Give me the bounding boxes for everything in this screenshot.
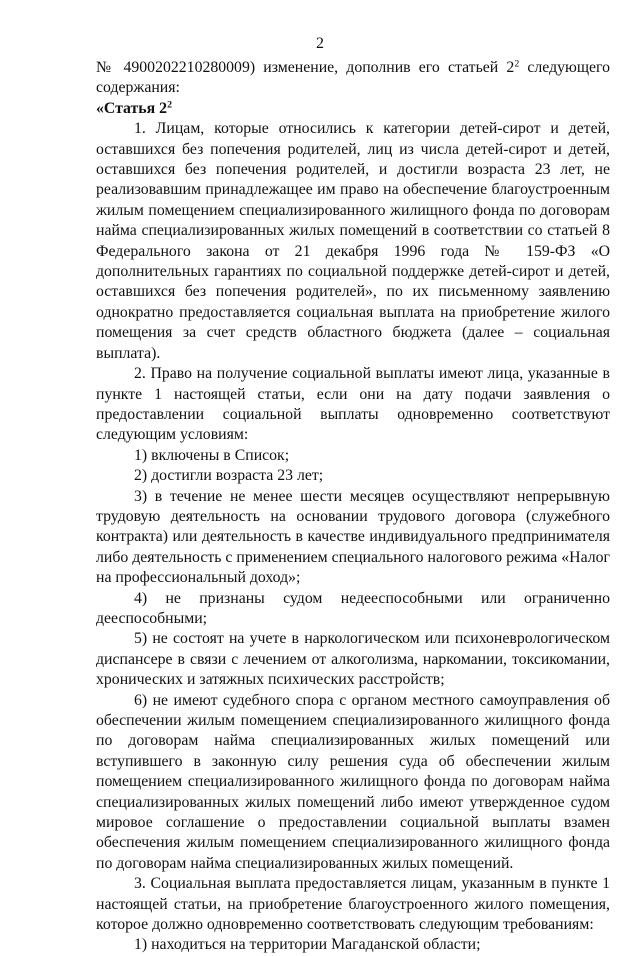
lead-paragraph (96, 58, 610, 99)
document-body (96, 58, 610, 956)
list-item-1: 1) включены в Список; (134, 446, 290, 464)
list-item-6: 6) не имеют судебного спора с органом местного самоуправления об обеспечении жилым помещением специализированного жилищного фонда по договорам найма специализированных жилых помещений или вступившего в законную силу решения суда об обеспечении жилым помещением специализированного жилищного фонда по договорам найма специализированных жилых помещений либо имеют утвержденное судом мировое соглашение о предоставлении социальной выплаты взамен обеспечения жилым помещением специализированного жилищного фонда по договорам найма специализированных жилых помещений. (96, 691, 610, 872)
lead-superscript: 2 (514, 58, 520, 70)
article-title: «Статья $2^2$ (96, 99, 172, 117)
paragraph-3-item-1: 1) находиться на территории Магаданской области; (134, 936, 481, 954)
lead-tail: следующего содержания: (96, 59, 610, 97)
list-item-4: 4) не признаны судом недееспособными или ограниченно дееспособными; (96, 589, 610, 627)
paragraph-3: 3. Социальная выплата предоставляется лицам, указанным в пункте 1 настоящей статьи, на приобретение благоустроенного жилого помещения, которое должно одновременно соответствовать следующим требованиям: (96, 875, 610, 934)
article-title-superscript: 2 (167, 99, 172, 111)
lead-text: № 4900202210280009) изменение, дополнив его статьей 2 (96, 59, 515, 76)
paragraph-1: 1. Лицам, которые относились к категории детей-сирот и детей, оставшихся без попечения родителей, лиц из числа детей-сирот и детей, оставшихся без попечения родителей, и достигли возраста 23 лет, не реализовавшим принадлежащее им право на обеспечение благоустроенным жилым помещением специализированного жилищного фонда по договорам найма специализированных жилых помещений в соответствии со статьей 8 Федерального закона от 21 декабря 1996 года № 159-ФЗ «О дополнительных гарантиях по социальной поддержке детей-сирот и детей, оставшихся без попечения родителей», по их письменному заявлению однократно предоставляется социальная выплата на приобретение жилого помещения за счет средств областного бюджета (далее – социальная выплата). (96, 120, 610, 362)
list-item-3: 3) в течение не менее шести месяцев осуществляют непрерывную трудовую деятельность на основании трудового договора (служебного контракта) или деятельность в качестве индивидуального предпринимателя либо деятельность с применением специального налогового режима «Налог на профессиональный доход»; (96, 487, 610, 587)
page-number: 2 (316, 35, 324, 52)
list-item-5: 5) не состоят на учете в наркологическом или психоневрологическом диспансере в связи с лечением от алкоголизма, наркомании, токсикомании, хронических и затяжных психических расстройств; (96, 630, 610, 689)
list-item-2: 2) достигли возраста 23 лет; (134, 467, 324, 485)
paragraph-2: 2. Право на получение социальной выплаты имеют лица, указанные в пункте 1 настоящей статьи, если они на дату подачи заявления о предоставлении социальной выплаты одновременно соответствуют следующим условиям: (96, 365, 610, 444)
